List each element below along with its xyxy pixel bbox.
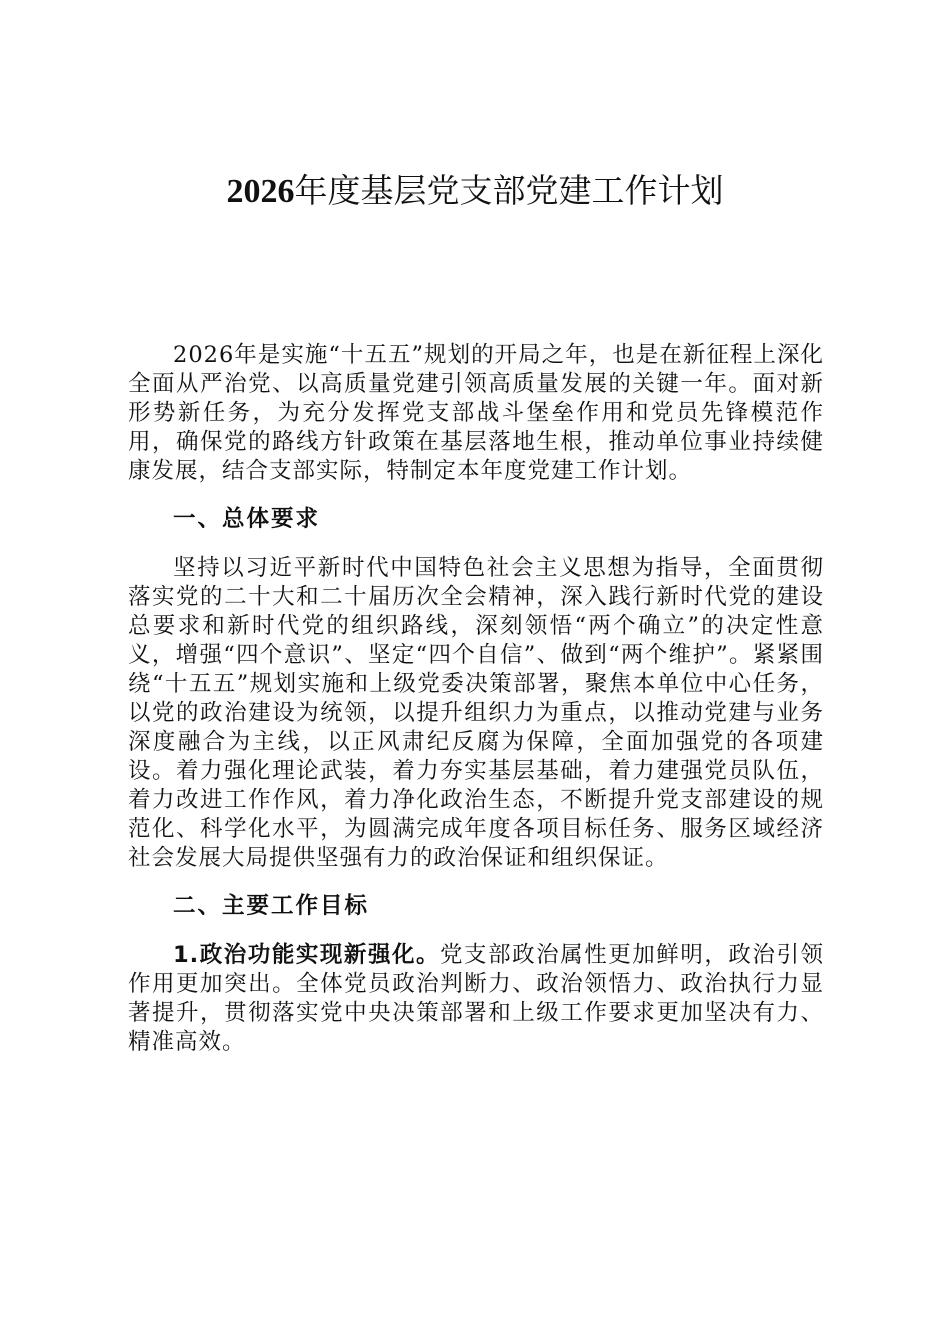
intro-paragraph: 2026年是实施“十五五”规划的开局之年，也是在新征程上深化全面从严治党、以高质量党建引领高质量发展的关键一年。面对新形势新任务，为充分发挥党支部战斗堡垒作用和党员先锋模范作用，确保党的路线方针政策在基层落地生根，推动单位事业持续健康发展，结合支部实际，特制定本年度党建工作计划。 (128, 342, 824, 484)
title-text: 年度基层党支部党建工作计划 (294, 171, 724, 210)
overall-requirements-paragraph: 坚持以习近平新时代中国特色社会主义思想为指导，全面贯彻落实党的二十大和二十届历次全会精神，深入践行新时代党的建设总要求和新时代党的组织路线，深刻领悟“两个确立”的决定性意义，增强“四个意识”、坚定“四个自信”、做到“两个维护”。紧紧围绕“十五五”规划实施和上级党委决策部署，聚焦本单位中心任务，以党的政治建设为统领，以提升组织力为重点，以推动党建与业务深度融合为主线，以正风肃纪反腐为保障，全面加强党的各项建设。着力强化理论武装，着力夯实基层基础，着力建强党员队伍，着力改进工作作风，着力净化政治生态，不断提升党支部建设的规范化、科学化水平，为圆满完成年度各项目标任务、服务区域经济社会发展大局提供坚强有力的政治保证和组织保证。 (128, 555, 824, 871)
section-heading-overall-requirements: 一、总体要求 (173, 506, 321, 532)
goal-1-lead: 1.政治功能实现新强化。 (173, 942, 441, 968)
document-title (0, 166, 950, 217)
document-body (128, 341, 824, 1057)
goal-1-body: 党支部政治属性更加鲜明，政治引领作用更加突出。全体党员政治判断力、政治领悟力、政治执行力显著提升，贯彻落实党中央决策部署和上级工作要求更加坚决有力、精准高效。 (128, 942, 824, 1055)
goal-1-paragraph (128, 941, 824, 1057)
section-heading-main-goals: 二、主要工作目标 (173, 893, 370, 919)
title-year: 2026 (226, 173, 295, 210)
